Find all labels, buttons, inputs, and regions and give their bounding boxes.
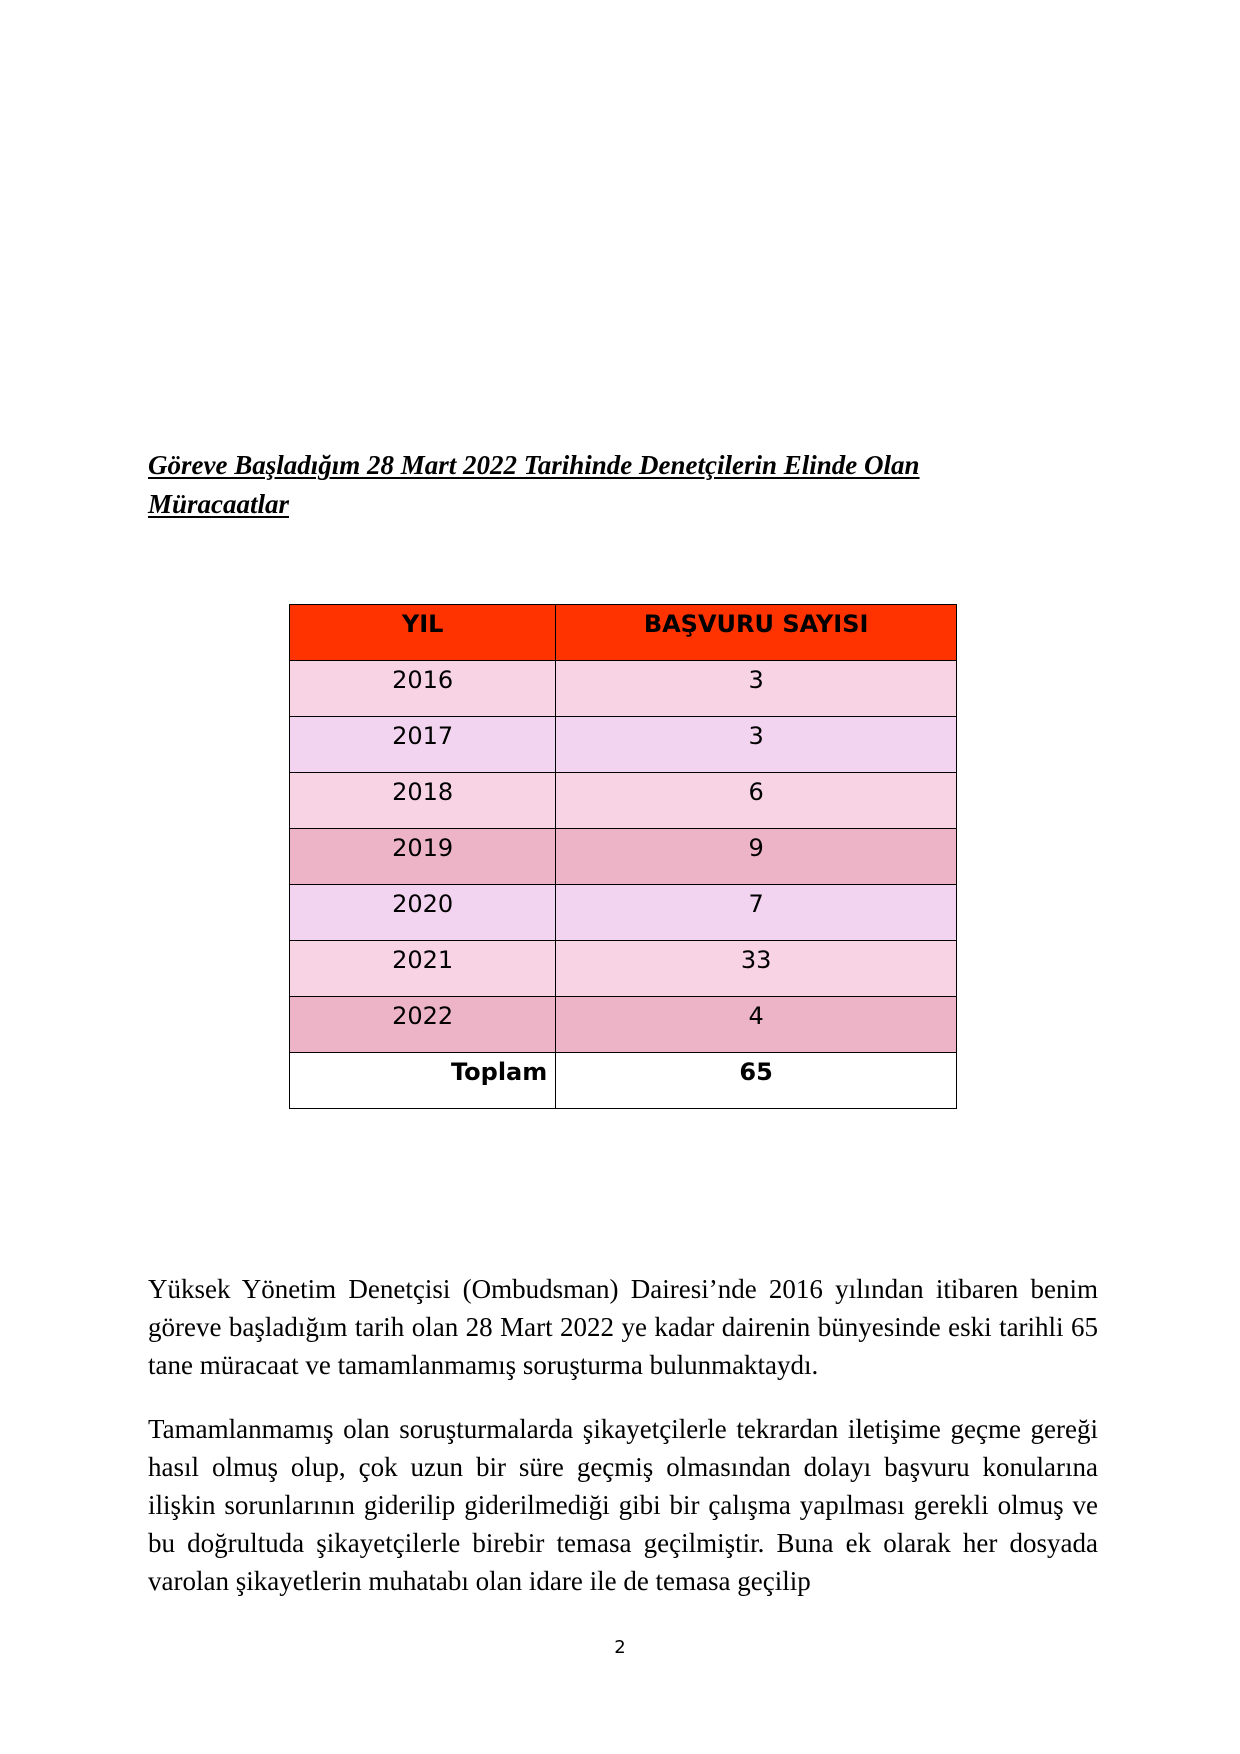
row-count: 4 bbox=[556, 997, 957, 1053]
row-count: 3 bbox=[556, 661, 957, 717]
applications-table bbox=[289, 604, 957, 1109]
row-year: 2020 bbox=[290, 885, 556, 941]
table-header-row bbox=[290, 605, 957, 661]
row-count: 33 bbox=[556, 941, 957, 997]
row-count: 6 bbox=[556, 773, 957, 829]
table-row bbox=[290, 941, 957, 997]
total-label: Toplam bbox=[290, 1053, 556, 1109]
section-heading bbox=[148, 446, 1048, 524]
table-row bbox=[290, 997, 957, 1053]
header-application-count: BAŞVURU SAYISI bbox=[556, 605, 957, 661]
row-year: 2021 bbox=[290, 941, 556, 997]
page-number: 2 bbox=[614, 1637, 626, 1658]
table-row bbox=[290, 661, 957, 717]
paragraph-1: Yüksek Yönetim Denetçisi (Ombudsman) Dairesi’nde 2016 yılından itibaren benim göreve başladığım tarih olan 28 Mart 2022 ye kadar dairenin bünyesinde eski tarihli 65 tane müracaat ve tamamlanmamış soruşturma bulunmaktaydı. bbox=[148, 1274, 1098, 1380]
total-value: 65 bbox=[556, 1053, 957, 1109]
table-row bbox=[290, 885, 957, 941]
row-year: 2018 bbox=[290, 773, 556, 829]
table-row bbox=[290, 829, 957, 885]
row-count: 7 bbox=[556, 885, 957, 941]
section-heading-line-2: Müracaatlar bbox=[148, 489, 290, 519]
table-total-row bbox=[290, 1053, 957, 1109]
row-count: 9 bbox=[556, 829, 957, 885]
row-year: 2019 bbox=[290, 829, 556, 885]
paragraph-2: Tamamlanmamış olan soruşturmalarda şikayetçilerle tekrardan iletişime geçme gereği hasıl olmuş olup, çok uzun bir süre geçmiş olmasından dolayı başvuru konularına ilişkin sorunlarının giderilip giderilmediği gibi bir çalışma yapılması gerekli olmuş ve bu doğrultuda şikayetçilerle birebir temasa geçilmiştir. Buna ek olarak her dosyada varolan şikayetlerin muhatabı olan idare ile de temasa geçilip bbox=[148, 1414, 1098, 1596]
row-year: 2022 bbox=[290, 997, 556, 1053]
section-heading-line-1: Göreve Başladığım 28 Mart 2022 Tarihinde Denetçilerin Elinde Olan bbox=[148, 450, 920, 480]
row-count: 3 bbox=[556, 717, 957, 773]
header-year: YIL bbox=[290, 605, 556, 661]
row-year: 2017 bbox=[290, 717, 556, 773]
row-year: 2016 bbox=[290, 661, 556, 717]
table-row bbox=[290, 717, 957, 773]
table-row bbox=[290, 773, 957, 829]
